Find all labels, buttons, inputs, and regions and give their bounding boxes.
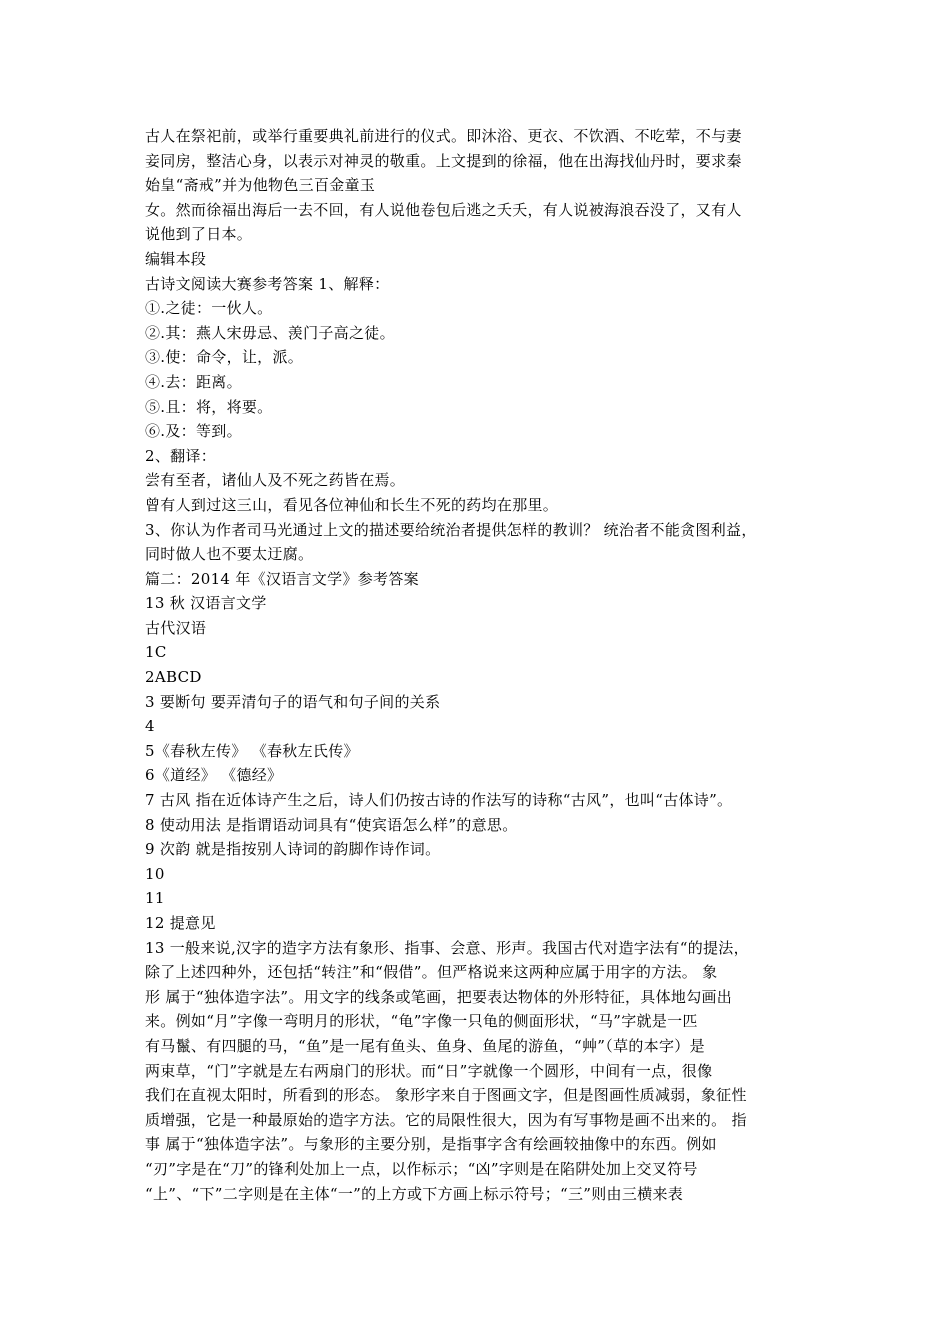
answer-item: 5《春秋左传》 《春秋左氏传》 bbox=[145, 741, 359, 760]
text-line: 3、你认为作者司马光通过上文的描述要给统治者提供怎样的教训？ 统治者不能贪图利益， bbox=[145, 520, 757, 539]
text-line: 2、翻译： bbox=[145, 446, 217, 465]
text-line: 13 一般来说,汉字的造字方法有象形、指事、会意、形声。我国古代对造字法有“的提法， bbox=[145, 938, 749, 957]
text-line: 妾同房，整洁心身，以表示对神灵的敬重。上文提到的徐福，他在出海找仙丹时，要求秦 bbox=[145, 151, 742, 170]
text-line: 同时做人也不要太迂腐。 bbox=[145, 545, 314, 564]
text-line: “上”、“下”二字则是在主体“一”的上方或下方画上标示符号；“三”则由三横来表 bbox=[145, 1184, 684, 1203]
list-item: ⑥.及：等到。 bbox=[145, 422, 242, 441]
text-line: 始皇“斋戒”并为他物色三百金童玉 bbox=[145, 176, 376, 195]
answer-item: 9 次韵 就是指按别人诗词的韵脚作诗作词。 bbox=[145, 840, 441, 859]
text-line: 我们在直视太阳时，所看到的形态。 象形字来自于图画文字，但是图画性质减弱，象征性 bbox=[145, 1086, 747, 1105]
text-line: 古人在祭祀前，或举行重要典礼前进行的仪式。即沐浴、更衣、不饮酒、不吃荤，不与妻 bbox=[145, 127, 742, 145]
text-line: 13 秋 汉语言文学 bbox=[145, 594, 267, 613]
section-title: 篇二：2014 年《汉语言文学》参考答案 bbox=[145, 569, 419, 588]
text-line: 有马鬣、有四腿的马，“鱼”是一尾有鱼头、鱼身、鱼尾的游鱼，“艸”（草的本字）是 bbox=[145, 1036, 705, 1055]
text-line: 女。然而徐福出海后一去不回，有人说他卷包后逃之夭夭，有人说被海浪吞没了，又有人 bbox=[145, 200, 742, 219]
answer-item: 7 古风 指在近体诗产生之后，诗人们仍按古诗的作法写的诗称“古风”，也叫“古体诗”。 bbox=[145, 791, 733, 810]
text-line: 质增强，它是一种最原始的造字方法。它的局限性很大，因为有写事物是画不出来的。 指 bbox=[145, 1110, 747, 1129]
text-line: 曾有人到过这三山，看见各位神仙和长生不死的药均在那里。 bbox=[145, 495, 559, 514]
answer-item: 8 使动用法 是指谓语动词具有“使宾语怎么样”的意思。 bbox=[145, 815, 518, 834]
list-item: ⑤.且：将，将要。 bbox=[145, 397, 273, 416]
answer-item: 6《道经》 《德经》 bbox=[145, 766, 283, 785]
section-heading: 编辑本段 bbox=[145, 249, 207, 268]
text-line: 说他到了日本。 bbox=[145, 225, 253, 244]
text-line: 事 属于“独体造字法”。与象形的主要分别，是指事字含有绘画较抽像中的东西。例如 bbox=[145, 1135, 717, 1154]
answer-item: 4 bbox=[145, 717, 155, 736]
list-item: ③.使：命令，让，派。 bbox=[145, 348, 304, 367]
list-item: ①.之徒：一伙人。 bbox=[145, 299, 273, 318]
text-line: “刃”字是在“刀”的锋利处加上一点，以作标示；“凶”字则是在陷阱处加上交叉符号 bbox=[145, 1159, 698, 1178]
list-item: ④.去：距离。 bbox=[145, 372, 242, 391]
text-line: 两束草，“门”字就是左右两扇门的形状。而“日”字就像一个圆形，中间有一点，很像 bbox=[145, 1061, 713, 1080]
text-line: 除了上述四种外，还包括“转注”和“假借”。但严格说来这两种应属于用字的方法。 象 bbox=[145, 963, 718, 982]
text-line: 古诗文阅读大赛参考答案 1、解释： bbox=[145, 274, 390, 293]
list-item: ②.其：燕人宋毋忌、羡门子高之徒。 bbox=[145, 323, 395, 342]
document-body bbox=[145, 124, 825, 1206]
answer-item: 3 要断句 要弄清句子的语气和句子间的关系 bbox=[145, 692, 441, 711]
text-line: 形 属于“独体造字法”。用文字的线条或笔画，把要表达物体的外形特征，具体地勾画出 bbox=[145, 987, 733, 1006]
answer-item: 10 bbox=[145, 864, 165, 883]
text-line: 来。例如“月”字像一弯明月的形状，“龟”字像一只龟的侧面形状，“马”字就是一匹 bbox=[145, 1012, 698, 1031]
text-line: 尝有至者，诸仙人及不死之药皆在焉。 bbox=[145, 471, 406, 490]
text-line: 古代汉语 bbox=[145, 618, 207, 637]
answer-item: 1C bbox=[145, 643, 167, 662]
answer-item: 11 bbox=[145, 889, 165, 908]
answer-item: 2ABCD bbox=[145, 668, 202, 687]
answer-item: 12 提意见 bbox=[145, 914, 216, 932]
